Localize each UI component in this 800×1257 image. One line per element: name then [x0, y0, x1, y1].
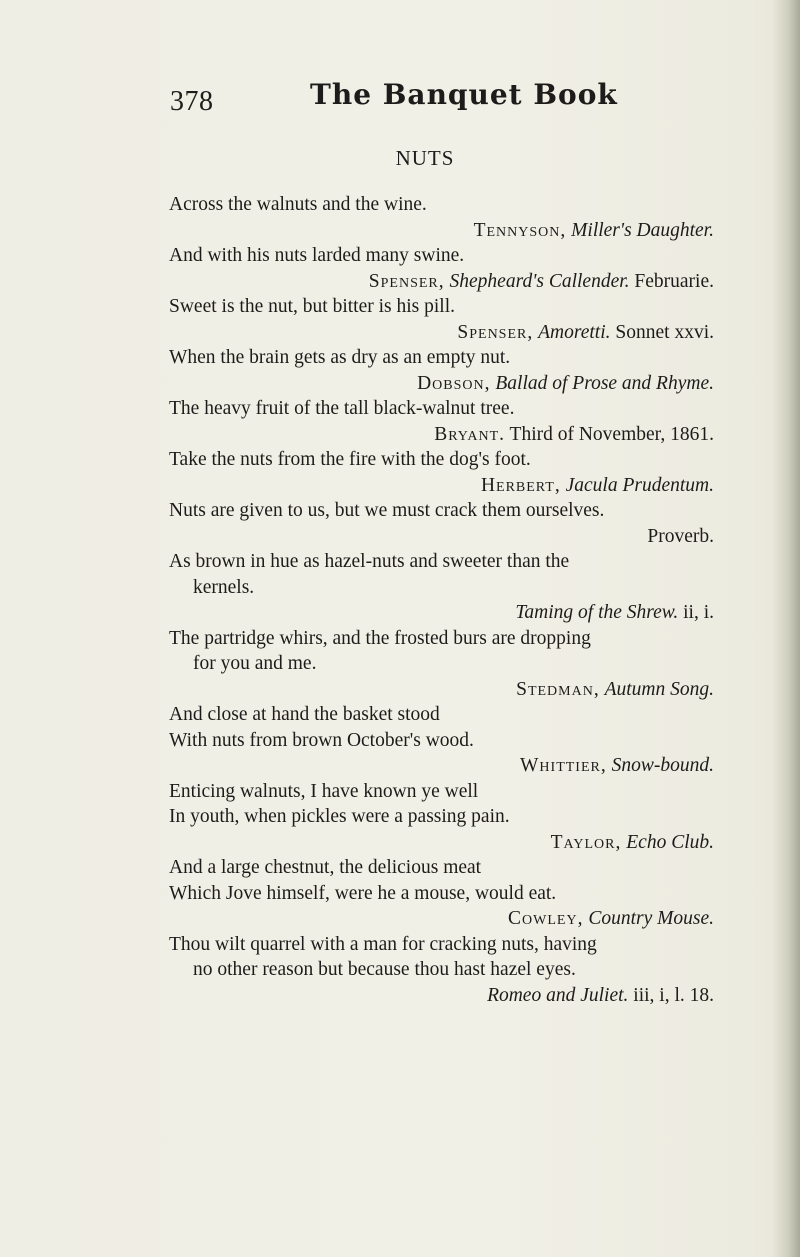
quotation	[169, 779, 714, 856]
attribution	[169, 218, 714, 244]
attribution	[169, 600, 714, 626]
page-edge-shadow	[772, 0, 800, 1257]
attribution	[169, 320, 714, 346]
quote-line: Take the nuts from the fire with the dog's foot.	[169, 449, 531, 470]
attribution	[169, 677, 714, 703]
quote-line: kernels.	[193, 576, 255, 598]
author: Spenser,	[368, 270, 445, 292]
quote-line: With nuts from brown October's wood.	[169, 729, 474, 751]
quote-line: Thou wilt quarrel with a man for cracking nuts, having	[169, 933, 597, 955]
attribution	[169, 524, 714, 550]
author: Cowley,	[508, 908, 584, 929]
quotation	[169, 702, 714, 779]
quote-line: for you and me.	[193, 653, 317, 674]
reference: Sonnet xxvi.	[615, 321, 714, 343]
quote-line: Enticing walnuts, I have known ye well	[169, 780, 479, 802]
reference: Proverb.	[647, 525, 714, 547]
reference: Third of November, 1861.	[509, 423, 714, 445]
quotation	[169, 932, 714, 1009]
work-title: Taming of the Shrew.	[515, 602, 679, 623]
author: Bryant.	[434, 423, 505, 445]
quote-line: When the brain gets as dry as an empty nut.	[169, 347, 511, 368]
quote-line: In youth, when pickles were a passing pain.	[169, 806, 510, 827]
quotation	[169, 447, 714, 498]
reference: ii, i.	[683, 602, 714, 623]
quotation-list	[169, 192, 714, 1008]
author: Herbert,	[480, 474, 561, 496]
quote-line: As brown in hue as hazel-nuts and sweeter than the	[169, 551, 570, 572]
author: Spenser,	[457, 321, 534, 343]
author: Tennyson,	[473, 219, 567, 241]
attribution	[169, 906, 714, 932]
work-title: Echo Club.	[626, 831, 714, 853]
quotation	[169, 294, 714, 345]
work-title: Autumn Song.	[604, 678, 714, 700]
attribution	[169, 269, 714, 295]
author: Dobson,	[417, 372, 491, 394]
quote-line: Which Jove himself, were he a mouse, would eat.	[169, 882, 557, 904]
quote-line: Across the walnuts and the wine.	[169, 194, 427, 215]
section-title: NUTS	[395, 146, 455, 170]
attribution	[169, 753, 714, 779]
work-title: Shepheard's Callender.	[449, 270, 630, 292]
work-title: Jacula Prudentum.	[565, 474, 714, 496]
running-head: The Banquet Book	[310, 78, 618, 111]
quotation	[169, 549, 714, 626]
page-header	[0, 76, 800, 126]
quotation	[169, 243, 714, 294]
attribution	[169, 371, 714, 397]
quote-line: no other reason but because thou hast hazel eyes.	[193, 959, 576, 980]
attribution	[169, 422, 714, 448]
work-title: Romeo and Juliet.	[487, 984, 629, 1006]
work-title: Country Mouse.	[588, 908, 714, 929]
attribution	[169, 983, 714, 1009]
reference: iii, i, l. 18.	[633, 984, 714, 1006]
quote-line: Nuts are given to us, but we must crack them ourselves.	[169, 500, 605, 521]
work-title: Miller's Daughter.	[571, 219, 714, 241]
work-title: Snow-bound.	[611, 755, 714, 776]
attribution	[169, 473, 714, 499]
page-number: 378	[170, 86, 214, 117]
quotation	[169, 396, 714, 447]
author: Whittier,	[520, 755, 607, 776]
attribution	[169, 830, 714, 856]
author: Stedman,	[516, 678, 600, 700]
work-title: Ballad of Prose and Rhyme.	[495, 372, 714, 394]
author: Taylor,	[550, 831, 622, 853]
quotation	[169, 498, 714, 549]
quote-line: Sweet is the nut, but bitter is his pill.	[169, 296, 455, 317]
reference: Februarie.	[634, 270, 714, 292]
quotation	[169, 855, 714, 932]
work-title: Amoretti.	[538, 321, 611, 343]
quote-line: And close at hand the basket stood	[169, 704, 440, 725]
quote-line: The partridge whirs, and the frosted burs are dropping	[169, 627, 591, 649]
quote-line: The heavy fruit of the tall black-walnut tree.	[169, 398, 515, 419]
quote-line: And with his nuts larded many swine.	[169, 245, 465, 266]
quotation	[169, 345, 714, 396]
quote-line: And a large chestnut, the delicious meat	[169, 857, 482, 878]
quotation	[169, 626, 714, 703]
quotation	[169, 192, 714, 243]
